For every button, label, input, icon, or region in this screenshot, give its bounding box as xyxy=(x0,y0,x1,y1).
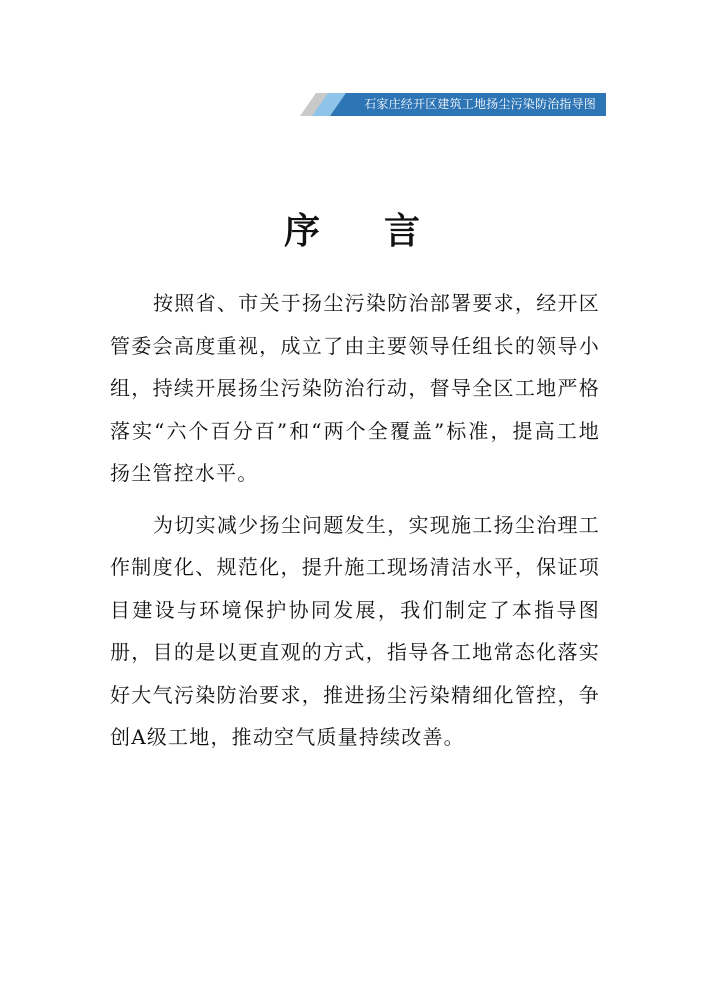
preface-body xyxy=(110,282,600,759)
header-title: 石家庄经开区建筑工地扬尘污染防治指导图 xyxy=(364,97,596,111)
paragraph: 为切实减少扬尘问题发生，实现施工扬尘治理工作制度化、规范化，提升施工现场清洁水平，保证项目建设与环境保护协同发展，我们制定了本指导图册，目的是以更直观的方式，指导各工地常态化落实好大气污染防治要求，推进扬尘污染精细化管控，争创A级工地，推动空气质量持续改善。 xyxy=(110,512,600,749)
header-banner xyxy=(288,93,606,116)
page-title-left-char: 序 xyxy=(283,210,322,252)
paragraph: 按照省、市关于扬尘污染防治部署要求，经开区管委会高度重视，成立了由主要领导任组长的领导小组，持续开展扬尘污染防治行动，督导全区工地严格落实“六个百分百”和“两个全覆盖”标准，提高工地扬尘管控水平。 xyxy=(110,291,600,485)
page-title-right-char: 言 xyxy=(384,210,423,252)
page-title xyxy=(0,203,706,254)
